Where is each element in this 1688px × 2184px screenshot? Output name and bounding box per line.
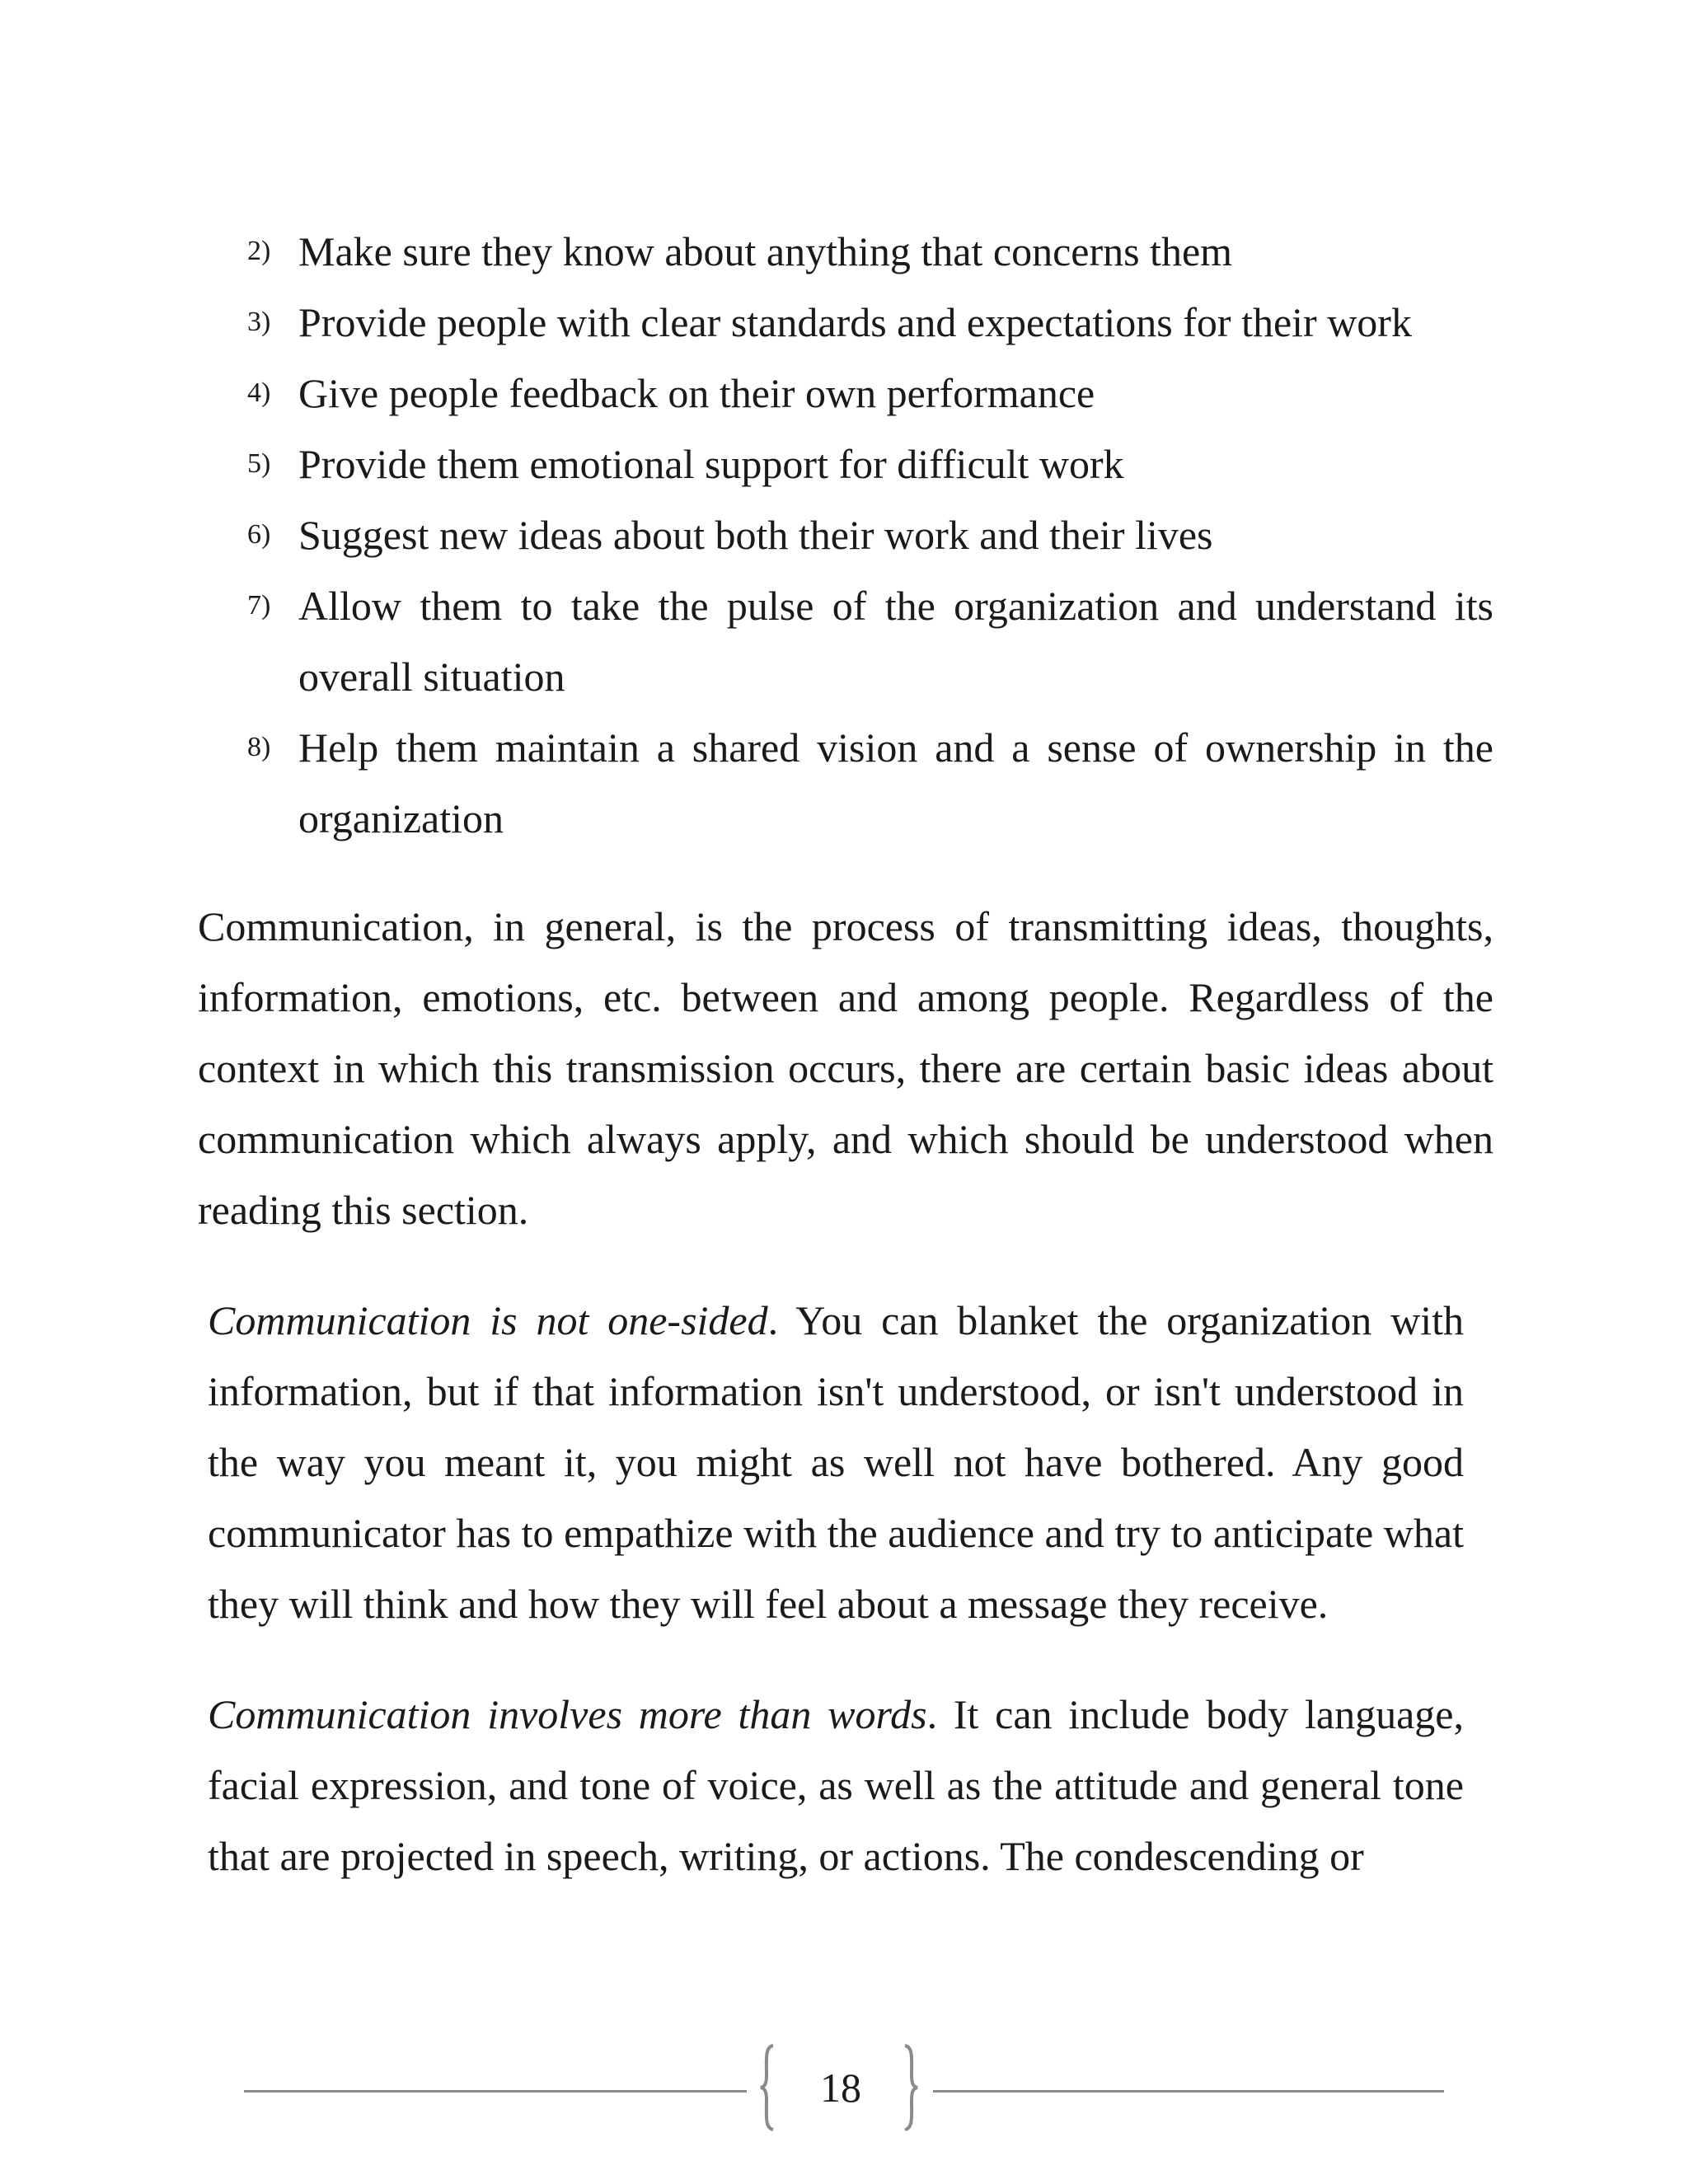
numbered-list	[198, 216, 1493, 854]
right-brace-icon	[902, 2042, 920, 2133]
point-body: . It can include body language, facial expression, and tone of voice, as well as the attitude and general tone that are projected in speech, writing, or actions. The condescending or	[208, 1691, 1464, 1879]
list-item-text: Make sure they know about anything that concerns them	[298, 228, 1233, 274]
list-item-text: Provide them emotional support for difficult work	[298, 441, 1124, 487]
list-item-text: Allow them to take the pulse of the organization and understand its overall situation	[298, 583, 1493, 700]
list-item-number: 5)	[247, 448, 271, 479]
list-item	[198, 216, 1493, 287]
list-item	[198, 287, 1493, 358]
list-item-number: 4)	[247, 377, 271, 408]
list-item-text: Help them maintain a shared vision and a sense of ownership in the organization	[298, 724, 1493, 841]
list-item	[198, 358, 1493, 429]
point-heading: Communication involves more than words	[208, 1691, 927, 1737]
list-item-number: 7)	[247, 590, 271, 621]
point-paragraph-more-than-words	[208, 1679, 1464, 1891]
list-item-number: 8)	[247, 732, 271, 762]
list-item	[198, 499, 1493, 570]
point-paragraph-one-sided	[208, 1285, 1464, 1639]
page-number: 18	[820, 2064, 861, 2111]
list-item-number: 2)	[247, 236, 271, 266]
list-item-text: Suggest new ideas about both their work and their lives	[298, 512, 1213, 558]
list-item-text: Give people feedback on their own performance	[298, 370, 1095, 416]
list-item	[198, 429, 1493, 499]
list-item-number: 3)	[247, 307, 271, 337]
point-body: . You can blanket the organization with information, but if that information isn't understood, or isn't understood in the way you meant it, you might as well not have bothered. Any good communicator has to empathize with the audience and try to anticipate what they will think and how they will feel about a message they receive.	[208, 1297, 1465, 1627]
footer-rule-left	[244, 2090, 747, 2093]
list-item	[198, 712, 1493, 854]
body-paragraph: Communication, in general, is the process of transmitting ideas, thoughts, information, emotions, etc. between and among people. Regardless of the context in which this transmission occurs, there are certain basic ideas about communication which always apply, and which should be understood when reading this section.	[198, 903, 1493, 1233]
footer-rule-right	[933, 2090, 1444, 2093]
point-heading: Communication is not one-sided	[208, 1297, 768, 1343]
list-item-number: 6)	[247, 519, 271, 550]
list-item-text: Provide people with clear standards and expectations for their work	[298, 299, 1412, 345]
left-brace-icon	[758, 2042, 776, 2133]
list-item	[198, 570, 1493, 712]
